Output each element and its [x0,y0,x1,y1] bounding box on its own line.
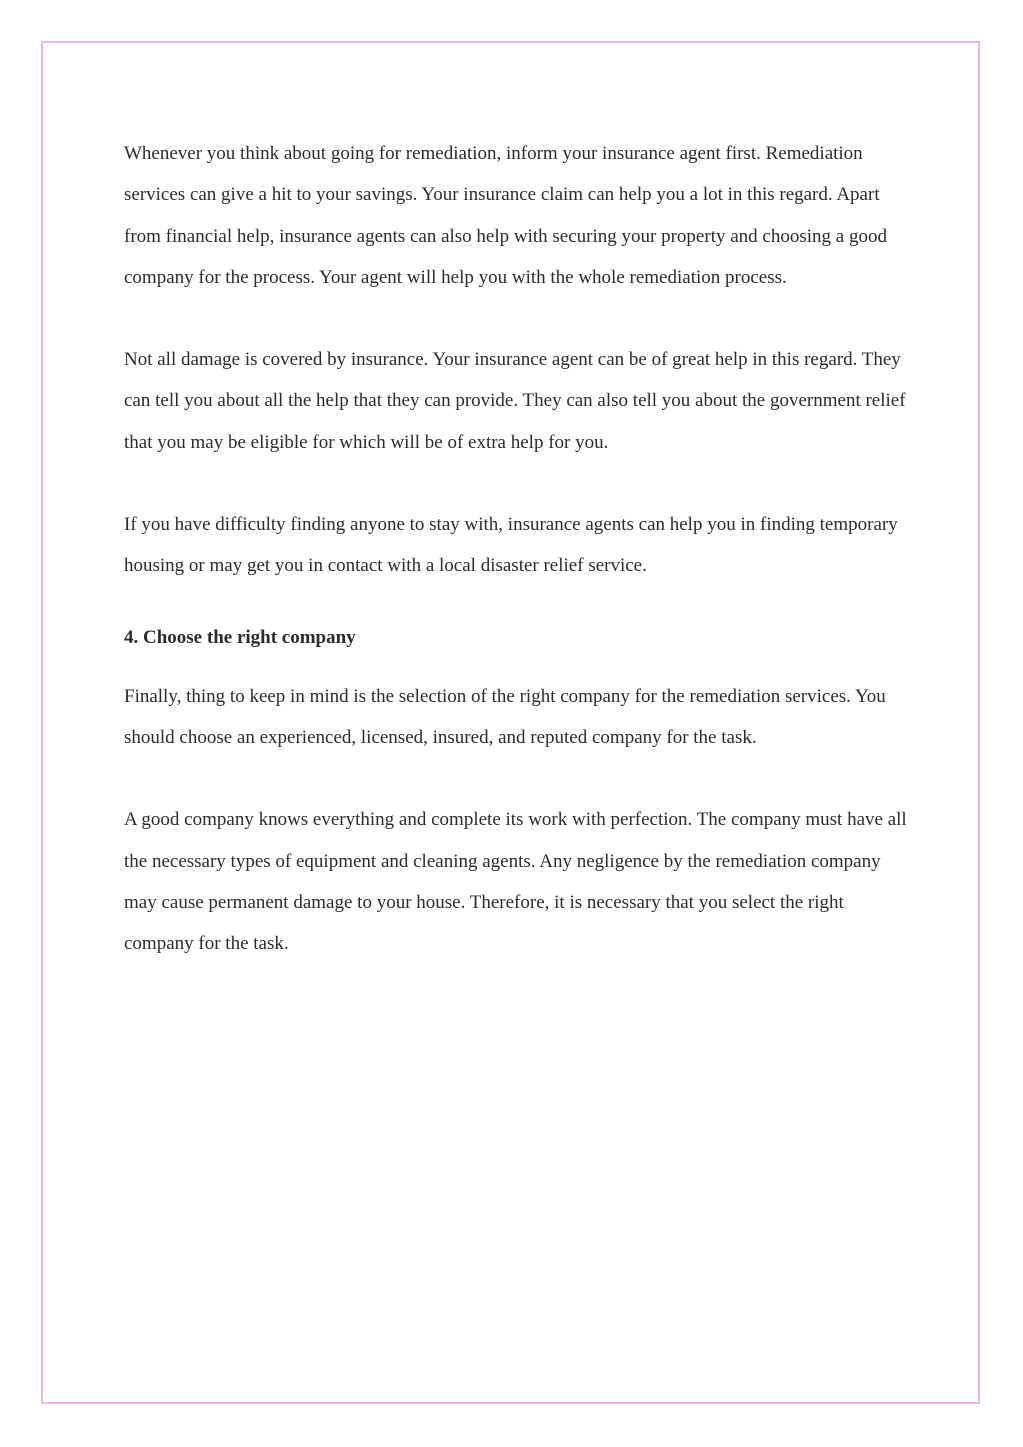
paragraph-company-selection: Finally, thing to keep in mind is the selection of the right company for the remediation services. You should choose an experienced, licensed, insured, and reputed company for the task. [124,685,886,748]
paragraph-good-company: A good company knows everything and complete its work with perfection. The company must have all the necessary types of equipment and cleaning agents. Any negligence by the remediation company may cause permanent damage to your house. Therefore, it is necessary that you select the right company for the task. [124,809,907,955]
paragraph-insurance-agent: Whenever you think about going for remediation, inform your insurance agent first. Remediation services can give a hit to your savings. Your insurance claim can help you a lot in this regard. Apart from financial help, insurance agents can also help with securing your property and choosing a good company for the process. Your agent will help you with the whole remediation process. [124,143,887,288]
paragraph-temporary-housing: If you have difficulty finding anyone to stay with, insurance agents can help you in finding temporary housing or may get you in contact with a local disaster relief service. [124,514,898,577]
document-body [124,133,914,1005]
section-heading: 4. Choose the right company [124,626,356,648]
paragraph-insurance-coverage: Not all damage is covered by insurance. Your insurance agent can be of great help in this regard. They can tell you about all the help that they can provide. They can also tell you about the government relief that you may be eligible for which will be of extra help for you. [124,349,906,453]
